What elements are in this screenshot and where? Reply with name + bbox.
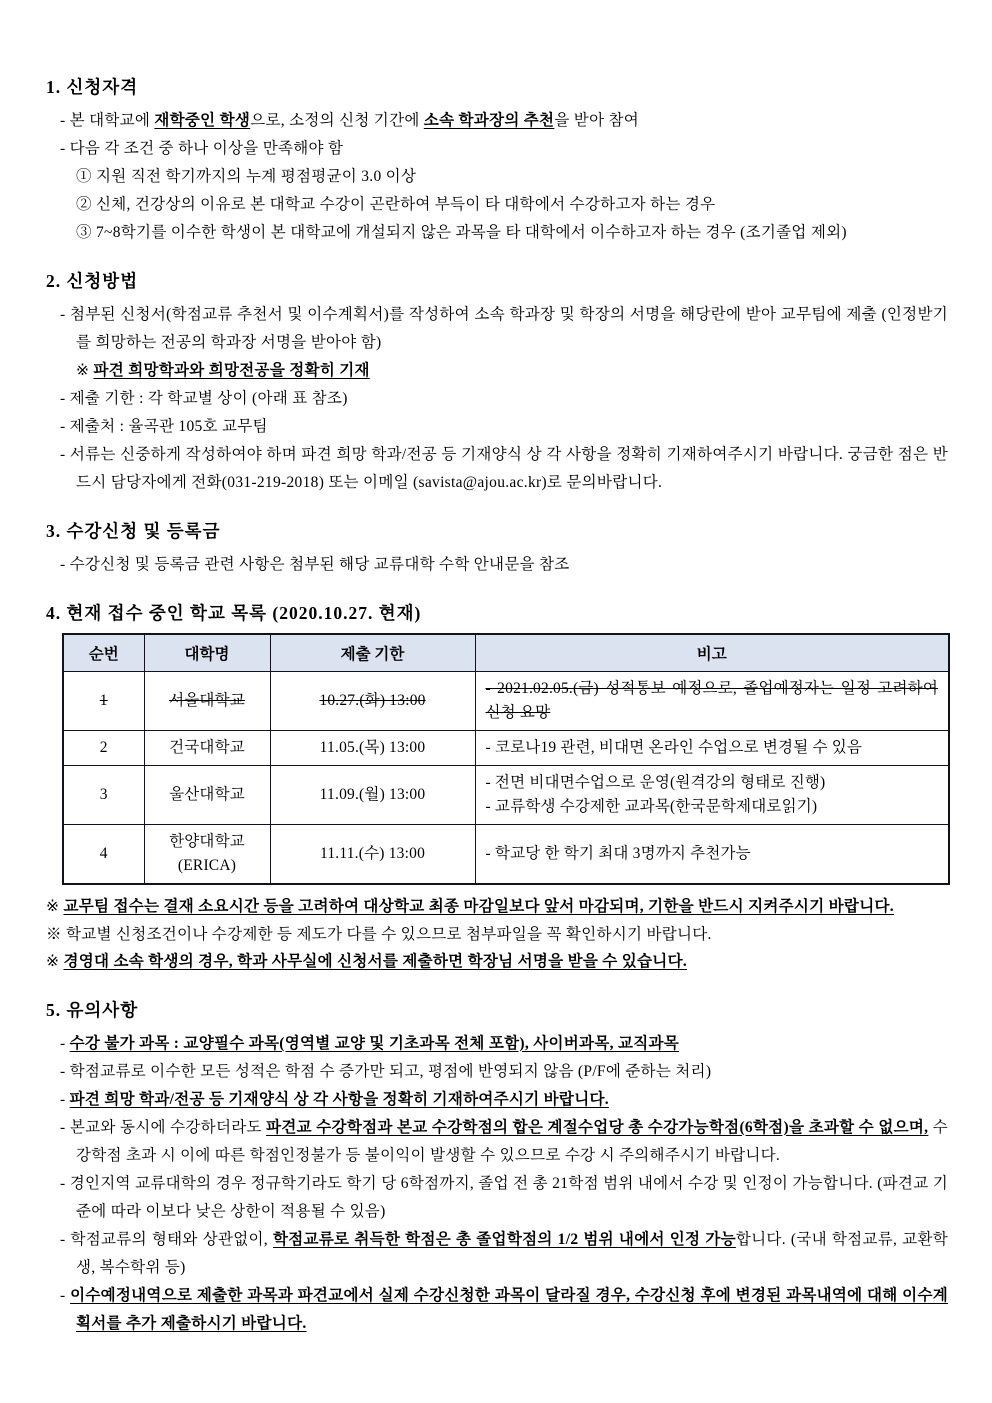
table-cell [475, 825, 949, 885]
section-title: 4. 현재 접수 중인 학교 목록 (2020.10.27. 현재) [46, 603, 422, 623]
text-segment: 으로, 소정의 신청 기간에 [250, 112, 424, 129]
list-item [46, 1170, 948, 1226]
text-segment: 학점교류의 형태와 상관없이, [70, 1230, 273, 1248]
text-segment: 지원 직전 학기까지의 누계 평점평균이 3.0 이상 [95, 168, 417, 185]
table-cell [475, 766, 949, 825]
text-segment: 파견교 수강학점과 본교 수강학점의 합은 계절수업당 총 수강가능학점(6학점)을 초과할 수 없으며, [266, 1118, 929, 1136]
list-item [46, 219, 948, 247]
list-item [46, 385, 948, 413]
text-segment: 수강 불가 과목 : 교양필수 과목(영역별 교양 및 기초과목 전체 포함), 사이버과목, 교직과목 [69, 1034, 680, 1052]
table-cell [475, 672, 949, 731]
table-cell-line [66, 842, 142, 866]
list-item [46, 1114, 948, 1170]
list-item [46, 357, 948, 385]
table-cell [270, 672, 475, 731]
section-registration-tuition [46, 518, 948, 579]
text-segment: 본교와 동시에 수강하더라도 [69, 1118, 267, 1136]
table-cell-line [273, 842, 473, 866]
text-segment: 첨부된 신청서(학점교류 추천서 및 이수계획서)를 작성하여 소속 학과장 및 학장의 서명을 해당란에 받아 교무팀에 제출 (인정받기를 희망하는 전공의 학과장 서명을 받아야 함) [69, 306, 948, 351]
list-item [46, 191, 948, 219]
list-marker: - [60, 1062, 70, 1080]
school-table [62, 633, 950, 885]
list-item [46, 135, 948, 163]
table-cell-line [273, 783, 473, 807]
text-segment: 수강학점 초과 시 이에 따른 학점인정불가 등 불이익이 발생할 수 있으므로 수강 시 주의해주시기 바랍니다. [76, 1118, 948, 1164]
list-marker: - [60, 1090, 70, 1108]
list-item [46, 1030, 948, 1058]
table-cell-line [273, 736, 473, 760]
text-segment: 합니다. (국내 학점교류, 교환학생, 복수학위 등) [76, 1230, 948, 1276]
table-header-row [63, 634, 949, 672]
list-marker: ③ [76, 224, 96, 241]
notes-list [46, 1030, 948, 1338]
text-segment: 11.11.(수) 13:00 [319, 845, 426, 862]
table-header-cell-univ: 대학명 [144, 634, 270, 672]
text-segment: 교무팀 접수는 결재 소요시간 등을 고려하여 대상학교 최종 마감일보다 앞서 마감되며, 기한을 반드시 지켜주시기 바랍니다. [63, 898, 894, 915]
list-item [46, 301, 948, 357]
text-segment: 다음 각 조건 중 하나 이상을 만족해야 함 [69, 140, 344, 157]
text-segment: 신체, 건강상의 이유로 본 대학교 수강이 곤란하여 부득이 타 대학에서 수강하고자 하는 경우 [95, 196, 716, 213]
list-item [46, 441, 948, 497]
table-cell [270, 731, 475, 766]
table-cell [270, 766, 475, 825]
list-marker: ※ [46, 953, 64, 970]
table-cell-line [66, 689, 142, 713]
list-marker: ② [76, 196, 96, 213]
text-segment: - 전면 비대면수업으로 운영(원격강의 형태로 진행) [485, 774, 826, 791]
table-cell-line [273, 689, 473, 713]
text-segment: 학점교류로 이수한 모든 성적은 학점 수 증가만 되고, 평점에 반영되지 않음 (P/F에 준하는 처리) [69, 1062, 712, 1080]
table-cell-line [486, 677, 939, 725]
table-cell [270, 825, 475, 885]
text-segment: - 교류학생 수강제한 교과목(한국문학제대로읽기) [485, 798, 818, 815]
text-segment: 수강신청 및 등록금 관련 사항은 첨부된 해당 교류대학 수학 안내문을 참조 [69, 556, 570, 573]
text-segment: 소속 학과장의 추천 [423, 112, 555, 129]
table-cell-line [66, 736, 142, 760]
list-marker: - [60, 1230, 71, 1248]
list-item [46, 413, 948, 441]
list-item [46, 163, 948, 191]
list-marker: - [60, 112, 70, 129]
registration-list [46, 551, 948, 579]
table-cell [63, 731, 144, 766]
text-segment: 제출처 : 율곡관 105호 교무팀 [69, 418, 268, 435]
text-segment: 11.05.(목) 13:00 [319, 739, 426, 756]
text-segment: 2 [99, 739, 108, 756]
school-table-body [63, 672, 949, 885]
table-cell [63, 766, 144, 825]
text-segment: 경인지역 교류대학의 경우 정규학기라도 학기 당 6학점까지, 졸업 전 총 21학점 범위 내에서 수강 및 인정이 가능합니다. (파견교 기준에 따라 이보다 낮은 상한이 적용될 수 있음) [69, 1174, 949, 1220]
text-segment: 11.09.(월) 13:00 [319, 786, 426, 803]
table-cell [475, 731, 949, 766]
text-segment: - 학교당 한 학기 최대 3명까지 추천가능 [485, 845, 751, 862]
list-item [46, 1086, 948, 1114]
section-title: 3. 수강신청 및 등록금 [46, 521, 221, 541]
list-marker: - [60, 446, 70, 463]
section-title: 5. 유의사항 [46, 999, 139, 1020]
table-cell [144, 825, 270, 885]
table-header-cell-no: 순번 [63, 634, 144, 672]
list-marker: ※ [46, 898, 64, 915]
text-segment: 제출 기한 : 각 학교별 상이 (아래 표 참조) [69, 390, 348, 407]
text-segment: 학교별 신청조건이나 수강제한 등 제도가 다를 수 있으므로 첨부파일을 꼭 확인하시기 바랍니다. [65, 925, 712, 943]
text-segment: 한양대학교 [169, 833, 245, 850]
list-marker: - [60, 418, 70, 435]
table-row [63, 825, 949, 885]
list-marker: - [60, 1034, 70, 1052]
school-list-notes [46, 893, 948, 976]
table-cell-line [66, 783, 142, 807]
text-segment: 학점교류로 취득한 학점은 총 졸업학점의 1/2 범위 내에서 인정 가능 [272, 1230, 736, 1248]
list-marker: - [60, 390, 70, 407]
section-title: 1. 신청자격 [46, 77, 139, 97]
text-segment: 건국대학교 [169, 739, 245, 756]
list-marker: - [60, 556, 70, 573]
section-school-list [46, 600, 948, 976]
text-segment: 3 [99, 786, 108, 803]
list-marker: ※ [76, 362, 94, 379]
table-cell-line [147, 783, 268, 807]
list-marker: - [60, 306, 70, 323]
text-segment: 7~8학기를 이수한 학생이 본 대학교에 개설되지 않은 과목을 타 대학에서 이수하고자 하는 경우 (조기졸업 제외) [95, 224, 847, 241]
list-item [46, 893, 948, 921]
table-cell-line [147, 830, 268, 854]
list-marker: - [60, 140, 70, 157]
table-row [63, 766, 949, 825]
eligibility-list [46, 107, 948, 247]
text-segment: 서울대학교 [169, 692, 245, 709]
list-item [46, 1058, 948, 1086]
table-cell-line [486, 795, 939, 819]
table-cell-line [147, 736, 268, 760]
how-to-apply-list [46, 301, 948, 497]
list-marker: - [60, 1118, 70, 1136]
text-segment: 서류는 신중하게 작성하여야 하며 파견 희망 학과/전공 등 기재양식 상 각 사항을 정확히 기재하여주시기 바랍니다. 궁금한 점은 반드시 담당자에게 전화(031-219-2018) 또는 이메일 (savista@ajou.ac.kr)로 문의바랍니다. [69, 446, 948, 491]
table-cell-line [147, 854, 268, 878]
section-notes [46, 997, 948, 1338]
table-cell [144, 766, 270, 825]
list-item [46, 551, 948, 579]
list-item [46, 107, 948, 135]
table-cell-line [147, 689, 268, 713]
text-segment: 이수예정내역으로 제출한 과목과 파견교에서 실제 수강신청한 과목이 달라질 경우, 수강신청 후에 변경된 과목내역에 대해 이수계획서를 추가 제출하시기 바랍니다. [70, 1286, 948, 1332]
list-item [46, 921, 948, 949]
table-row [63, 731, 949, 766]
table-row [63, 672, 949, 731]
list-marker: ※ [46, 925, 66, 943]
list-marker: ① [76, 168, 96, 185]
text-segment: 울산대학교 [169, 786, 245, 803]
section-how-to-apply [46, 268, 948, 497]
table-cell [63, 672, 144, 731]
list-marker: - [60, 1286, 71, 1304]
section-eligibility [46, 74, 948, 247]
list-item [46, 948, 948, 976]
text-segment: - 2021.02.05.(금) 성적통보 예정으로, 졸업예정자는 일정 고려하여 신청 요망 [485, 680, 938, 721]
table-header-cell-remark: 비고 [475, 634, 949, 672]
table-cell-line [486, 771, 939, 795]
list-item [46, 1282, 948, 1338]
text-segment: 4 [99, 845, 108, 862]
table-cell [144, 731, 270, 766]
text-segment: 파견 희망학과와 희망전공을 정확히 기재 [93, 362, 370, 379]
text-segment: 1 [99, 692, 108, 709]
text-segment: (ERICA) [177, 857, 237, 874]
list-marker: - [60, 1174, 70, 1192]
table-cell [144, 672, 270, 731]
text-segment: 경영대 소속 학생의 경우, 학과 사무실에 신청서를 제출하면 학장님 서명을 받을 수 있습니다. [63, 953, 688, 970]
table-cell [63, 825, 144, 885]
table-cell-line [486, 736, 939, 760]
table-cell-line [486, 842, 939, 866]
text-segment: 재학중인 학생 [154, 112, 251, 129]
section-title: 2. 신청방법 [46, 271, 139, 291]
text-segment: 본 대학교에 [69, 112, 155, 129]
text-segment: 을 받아 참여 [554, 112, 640, 129]
text-segment: 10.27.(화) 13:00 [319, 692, 426, 709]
list-item [46, 1226, 948, 1282]
text-segment: - 코로나19 관련, 비대면 온라인 수업으로 변경될 수 있음 [485, 739, 863, 756]
text-segment: 파견 희망 학과/전공 등 기재양식 상 각 사항을 정확히 기재하여주시기 바랍니다. [69, 1090, 609, 1108]
table-header-cell-deadline: 제출 기한 [270, 634, 475, 672]
